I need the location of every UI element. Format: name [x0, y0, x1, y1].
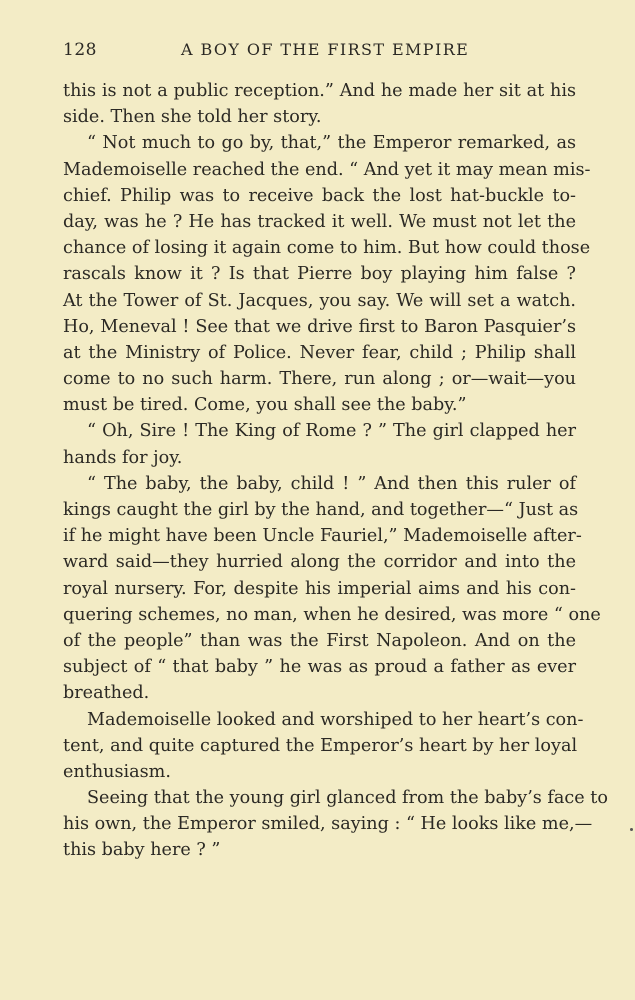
text-line: tent, and quite captured the Emperor’s heart by her loyal [63, 735, 578, 756]
text-line: quering schemes, no man, when he desired, was more “ one [63, 604, 601, 625]
text-line: this is not a public reception.” And he made her sit at his [63, 81, 576, 101]
text-line: ward said—they hurried along the corridor and into the [63, 552, 576, 573]
text-line: “ Not much to go by, that,” the Emperor remarked, as [87, 133, 576, 154]
text-line: this baby here ? ” [63, 840, 221, 861]
text-line: “ Oh, Sire ! The King of Rome ? ” The girl clapped her [87, 421, 576, 442]
text-line: his own, the Emperor smiled, saying : “ He looks like me,— [63, 814, 593, 835]
text-line: hands for joy. [63, 447, 183, 468]
text-line: if he might have been Uncle Fauriel,” Mademoiselle after- [63, 526, 582, 547]
text-line: royal nursery. For, despite his imperial aims and his con- [63, 578, 576, 599]
text-line: breathed. [63, 683, 150, 704]
text-line: Mademoiselle reached the end. “ And yet it may mean mis- [63, 159, 591, 180]
text-line: day, was he ? He has tracked it well. We must not let the [63, 211, 576, 232]
text-line: at the Ministry of Police. Never fear, child ; Philip shall [63, 342, 576, 363]
text-line: side. Then she told her story. [63, 107, 322, 128]
text-line: enthusiasm. [63, 761, 171, 782]
page-number: 128 [63, 40, 97, 60]
text-line: must be tired. Come, you shall see the baby.” [63, 395, 467, 416]
running-head: A BOY OF THE FIRST EMPIRE [181, 40, 470, 59]
text-line: At the Tower of St. Jacques, you say. We will set a watch. [63, 290, 576, 311]
text-line: chance of losing it again come to him. But how could those [63, 238, 591, 259]
body-text [63, 78, 608, 864]
text-line: rascals know it ? Is that Pierre boy playing him false ? [63, 264, 576, 285]
text-line: “ The baby, the baby, child ! ” And then this ruler of [87, 473, 576, 494]
page-header [63, 40, 576, 62]
text-line: kings caught the girl by the hand, and together—“ Just as [63, 500, 579, 520]
text-line: subject of “ that baby ” he was as proud a father as ever [63, 657, 576, 678]
text-line: come to no such harm. There, run along ; or—wait—you [63, 369, 576, 390]
text-line: Mademoiselle looked and worshiped to her heart’s con- [87, 709, 584, 730]
text-line: Ho, Meneval ! See that we drive first to Baron Pasquier’s [63, 316, 576, 337]
page-mark [630, 828, 633, 831]
text-line: chief. Philip was to receive back the lost hat-buckle to- [63, 185, 576, 206]
text-line: Seeing that the young girl glanced from the baby’s face to [87, 788, 608, 809]
text-line: of the people” than was the First Napoleon. And on the [63, 630, 576, 651]
